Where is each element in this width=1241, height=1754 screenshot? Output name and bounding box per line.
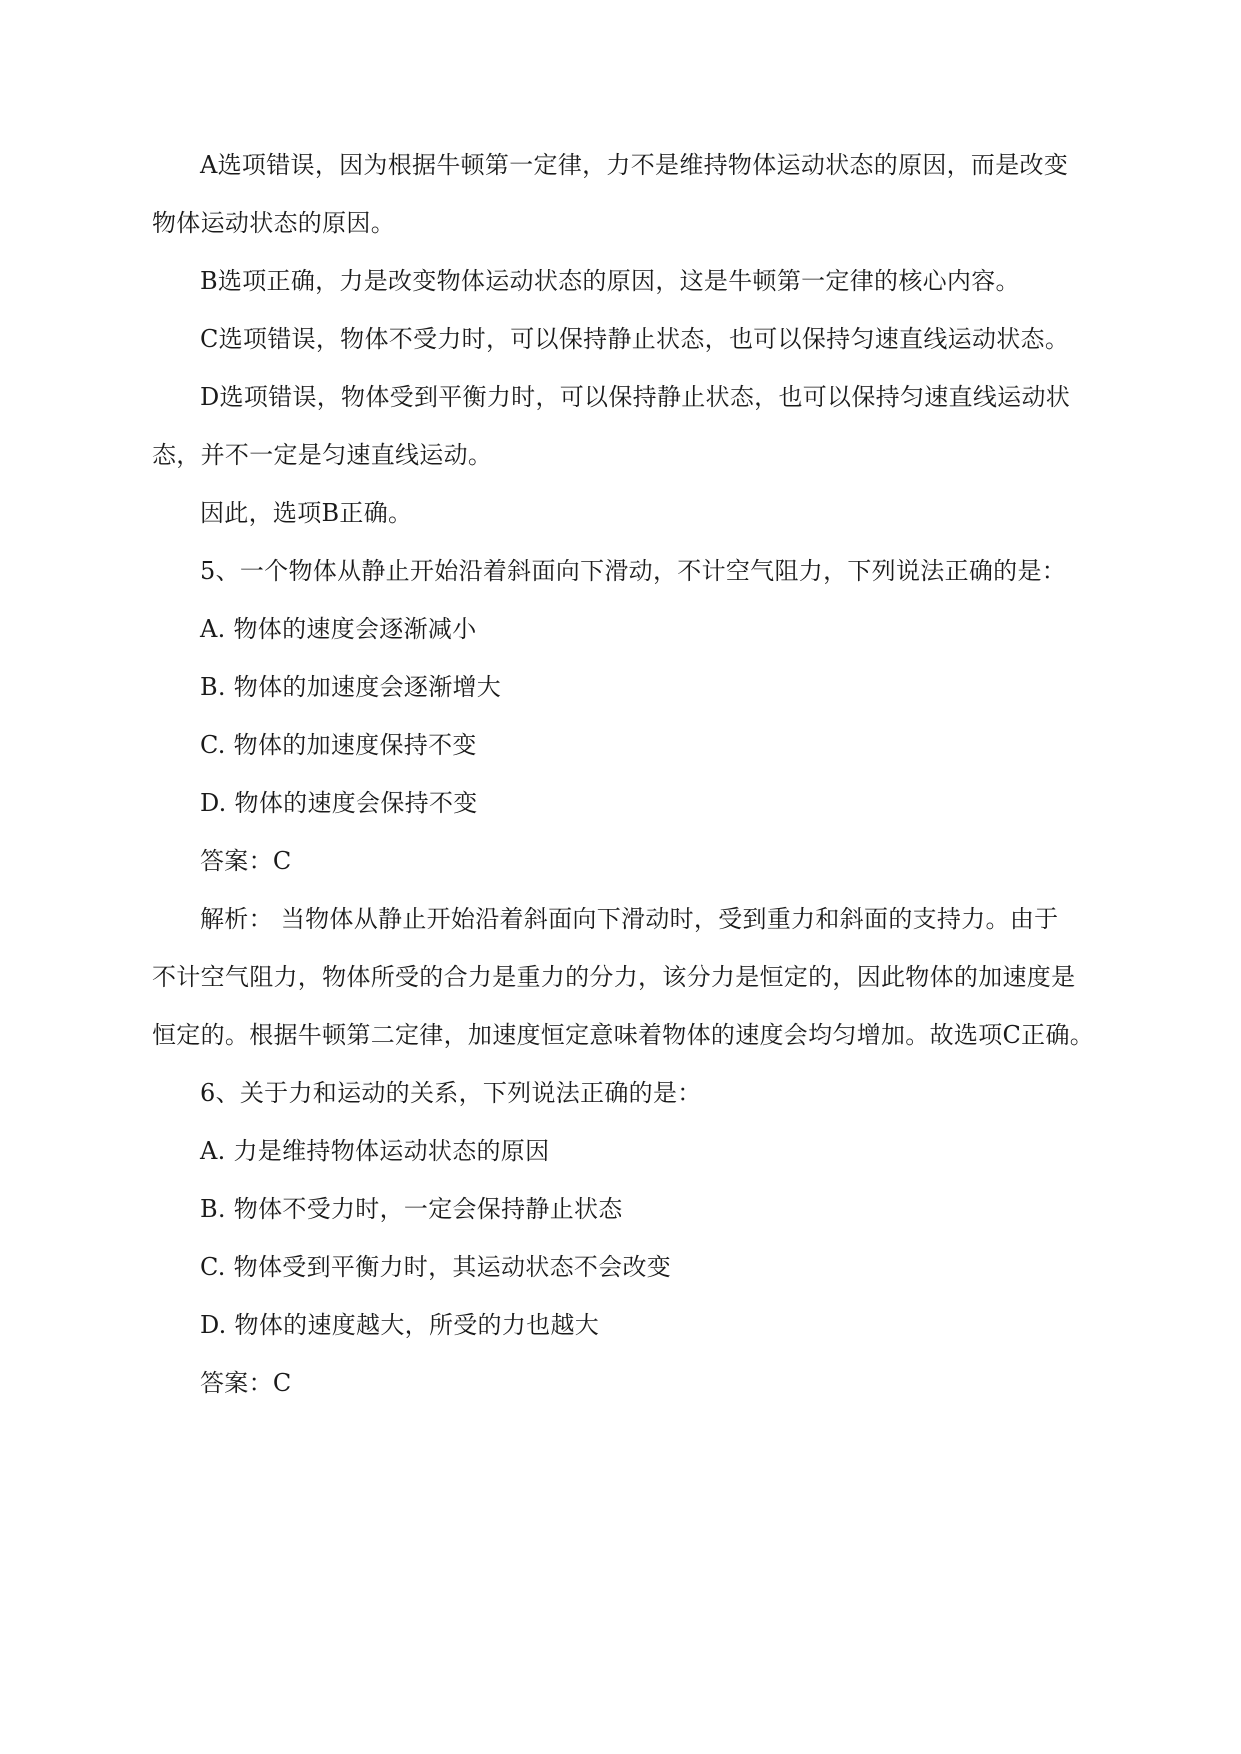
q5-answer: 答案：C — [200, 847, 292, 875]
q6-option-b: B. 物体不受力时，一定会保持静止状态 — [200, 1195, 623, 1223]
text-line-3: B选项正确，力是改变物体运动状态的原因，这是牛顿第一定律的核心内容。 — [200, 267, 1020, 295]
q5-explanation-1: 解析： 当物体从静止开始沿着斜面向下滑动时，受到重力和斜面的支持力。由于 — [200, 905, 1059, 933]
text-line-7: 因此，选项B正确。 — [200, 499, 413, 527]
q5-option-b: B. 物体的加速度会逐渐增大 — [200, 673, 502, 701]
q6-answer: 答案：C — [200, 1369, 292, 1397]
question-6: 6、关于力和运动的关系，下列说法正确的是： — [200, 1079, 702, 1107]
q5-option-c: C. 物体的加速度保持不变 — [200, 731, 477, 759]
text-line-2: 物体运动状态的原因。 — [152, 209, 395, 237]
q6-option-c: C. 物体受到平衡力时，其运动状态不会改变 — [200, 1253, 672, 1281]
text-line-1: A选项错误，因为根据牛顿第一定律，力不是维持物体运动状态的原因，而是改变 — [200, 151, 1069, 179]
text-line-4: C选项错误，物体不受力时，可以保持静止状态，也可以保持匀速直线运动状态。 — [200, 325, 1070, 353]
q5-option-a: A. 物体的速度会逐渐减小 — [200, 615, 477, 643]
text-line-5: D选项错误，物体受到平衡力时，可以保持静止状态，也可以保持匀速直线运动状 — [200, 383, 1071, 411]
question-5: 5、一个物体从静止开始沿着斜面向下滑动，不计空气阻力，下列说法正确的是： — [200, 557, 1067, 585]
q5-explanation-3: 恒定的。根据牛顿第二定律，加速度恒定意味着物体的速度会均匀增加。故选项C正确。 — [152, 1021, 1095, 1049]
q5-option-d: D. 物体的速度会保持不变 — [200, 789, 478, 817]
q6-option-a: A. 力是维持物体运动状态的原因 — [200, 1137, 550, 1165]
q6-option-d: D. 物体的速度越大，所受的力也越大 — [200, 1311, 600, 1339]
text-line-6: 态，并不一定是匀速直线运动。 — [152, 441, 493, 469]
q5-explanation-2: 不计空气阻力，物体所受的合力是重力的分力，该分力是恒定的，因此物体的加速度是 — [152, 963, 1076, 991]
